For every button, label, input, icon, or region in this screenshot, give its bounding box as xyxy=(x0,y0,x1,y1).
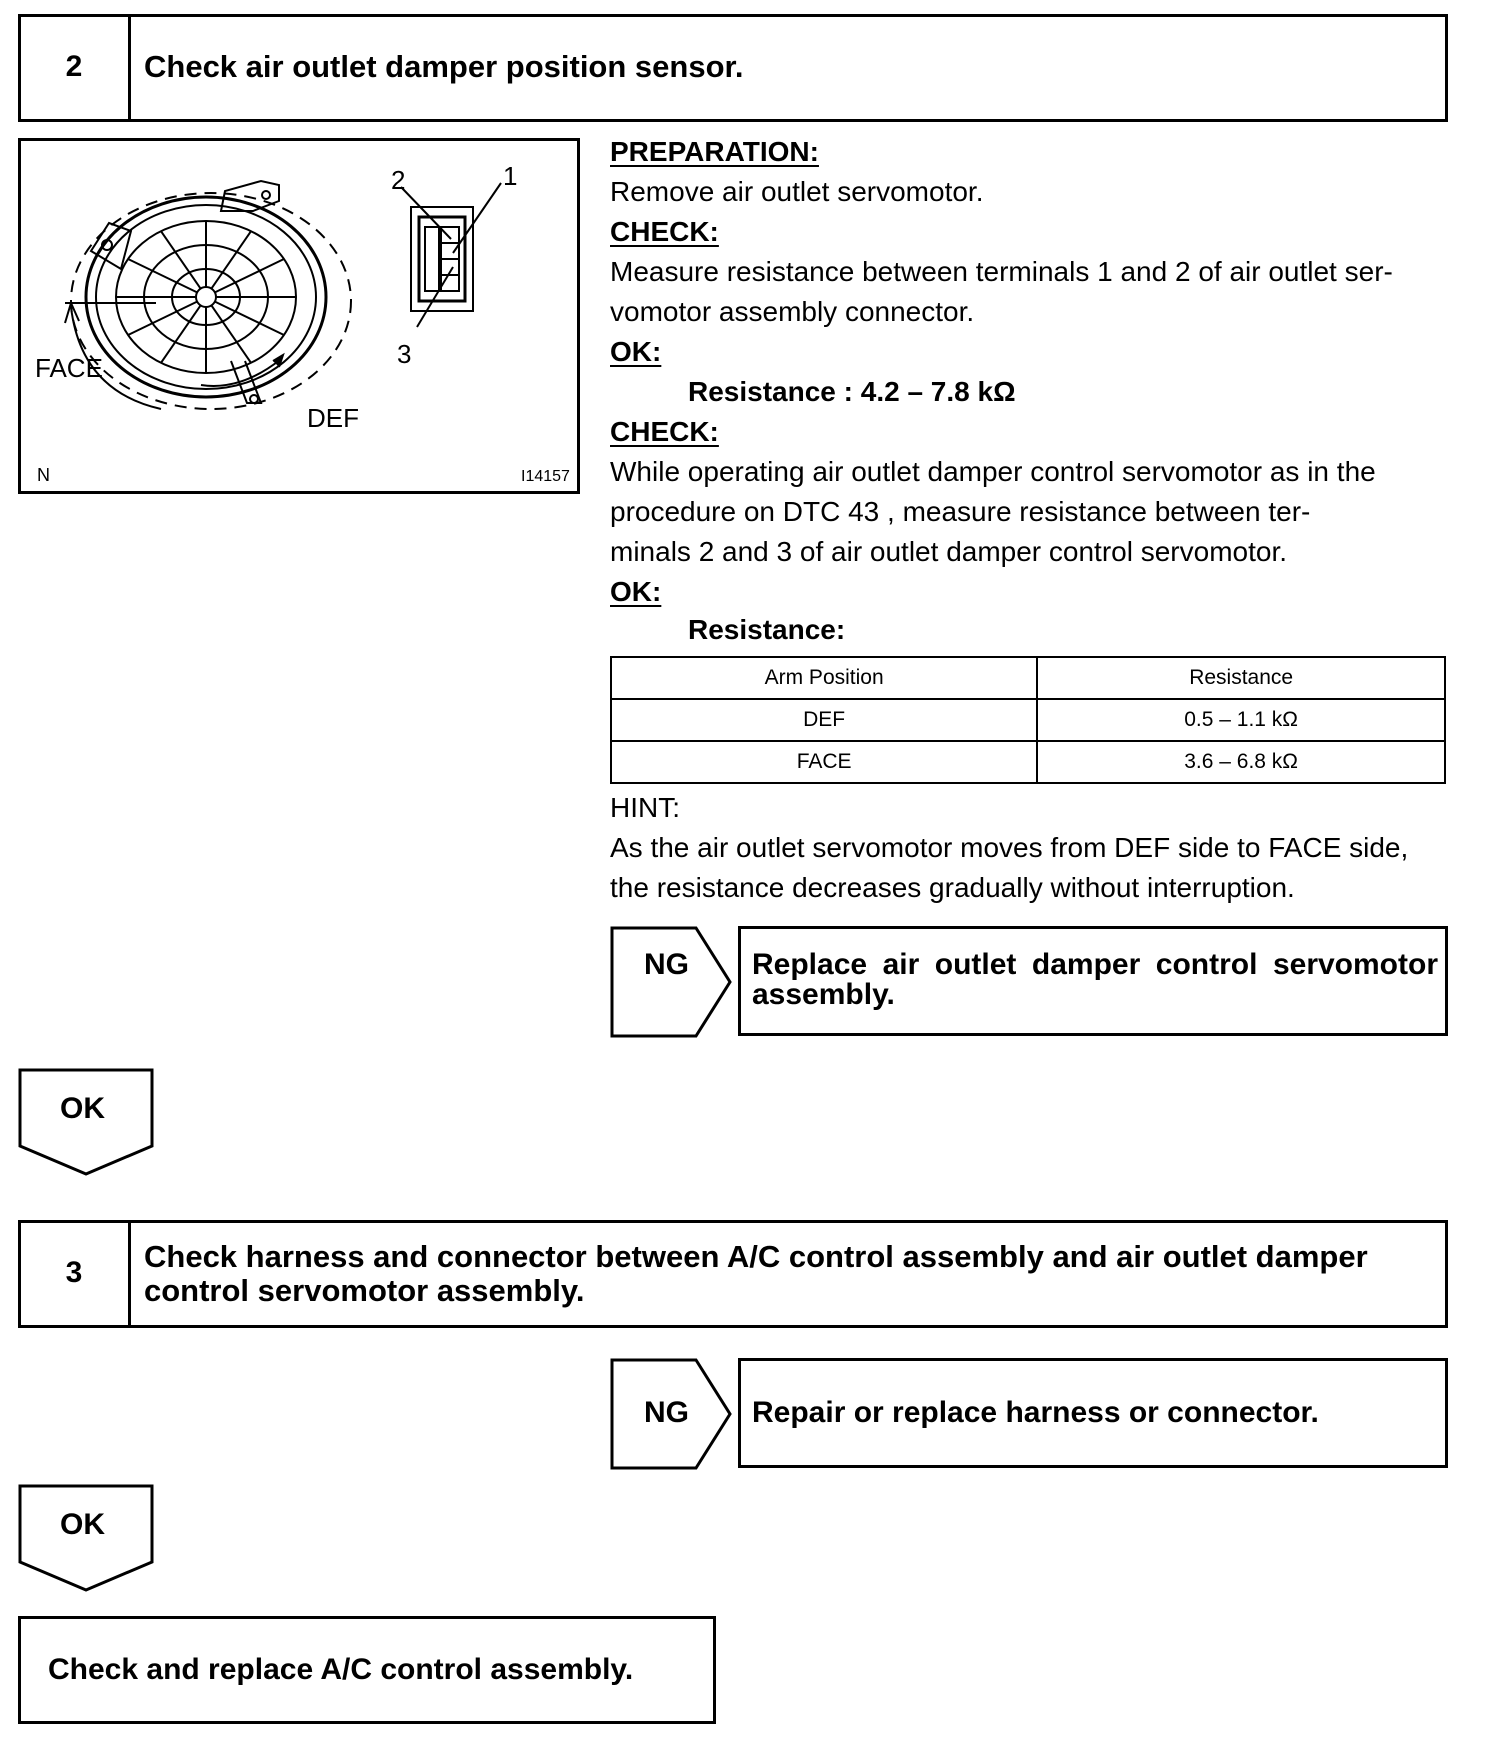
ng1-arrow xyxy=(610,926,734,1038)
header-arm-position: Arm Position xyxy=(611,657,1037,699)
ng2-action: Repair or replace harness or connector. xyxy=(752,1396,1319,1429)
terminal-1-label: 1 xyxy=(503,161,518,191)
ng2-label: NG xyxy=(644,1396,689,1429)
hint-heading: HINT: xyxy=(610,792,680,823)
check1-heading: CHECK: xyxy=(610,216,719,247)
face-label: FACE xyxy=(35,353,103,383)
terminal-3-label: 3 xyxy=(397,339,412,369)
preparation-heading: PREPARATION: xyxy=(610,136,819,167)
ok1-heading: OK: xyxy=(610,336,662,367)
terminal-2-label: 2 xyxy=(391,165,406,195)
check1-line2: vomotor assembly connector. xyxy=(610,296,975,327)
figure-n-label: N xyxy=(37,465,50,485)
table-header-row xyxy=(611,657,1445,699)
preparation-text: Remove air outlet servomotor. xyxy=(610,176,984,207)
step3-number: 3 xyxy=(65,1256,83,1289)
cell-position: DEF xyxy=(611,699,1037,741)
figure-code-label: I14157 xyxy=(521,468,570,485)
servomotor-illustration xyxy=(21,141,577,491)
check2-line2: procedure on DTC 43 , measure resistance between ter- xyxy=(610,496,1311,527)
ok2-label: OK xyxy=(60,1508,105,1541)
ok2-heading: OK: xyxy=(610,576,662,607)
check2-line1: While operating air outlet damper control servomotor as in the xyxy=(610,456,1376,487)
ng1-action: Replace air outlet damper control servomotor assembly. xyxy=(752,948,1438,1011)
ok1-label: OK xyxy=(60,1092,105,1125)
table-row xyxy=(611,741,1445,783)
hint-line2: the resistance decreases gradually without interruption. xyxy=(610,872,1295,903)
ok1-spec: Resistance : 4.2 – 7.8 kΩ xyxy=(688,376,1016,407)
cell-resistance: 0.5 – 1.1 kΩ xyxy=(1037,699,1445,741)
def-label: DEF xyxy=(307,403,359,433)
cell-resistance: 3.6 – 6.8 kΩ xyxy=(1037,741,1445,783)
check2-line3: minals 2 and 3 of air outlet damper control servomotor. xyxy=(610,536,1288,567)
table-row xyxy=(611,699,1445,741)
connector-figure xyxy=(18,138,580,494)
header-resistance: Resistance xyxy=(1037,657,1445,699)
resistance-table xyxy=(610,656,1446,784)
step3-title: Check harness and connector between A/C control assembly and air outlet damper control servomotor assembly. xyxy=(144,1239,1368,1308)
hint-line1: As the air outlet servomotor moves from DEF side to FACE side, xyxy=(610,832,1409,863)
final-action: Check and replace A/C control assembly. xyxy=(48,1653,634,1686)
step2-number: 2 xyxy=(65,50,83,83)
check1-line1: Measure resistance between terminals 1 and 2 of air outlet ser- xyxy=(610,256,1393,287)
ng1-label: NG xyxy=(644,948,689,981)
check2-heading: CHECK: xyxy=(610,416,719,447)
ok2-spec: Resistance: xyxy=(688,614,846,645)
cell-position: FACE xyxy=(611,741,1037,783)
step2-title: Check air outlet damper position sensor. xyxy=(144,49,744,84)
